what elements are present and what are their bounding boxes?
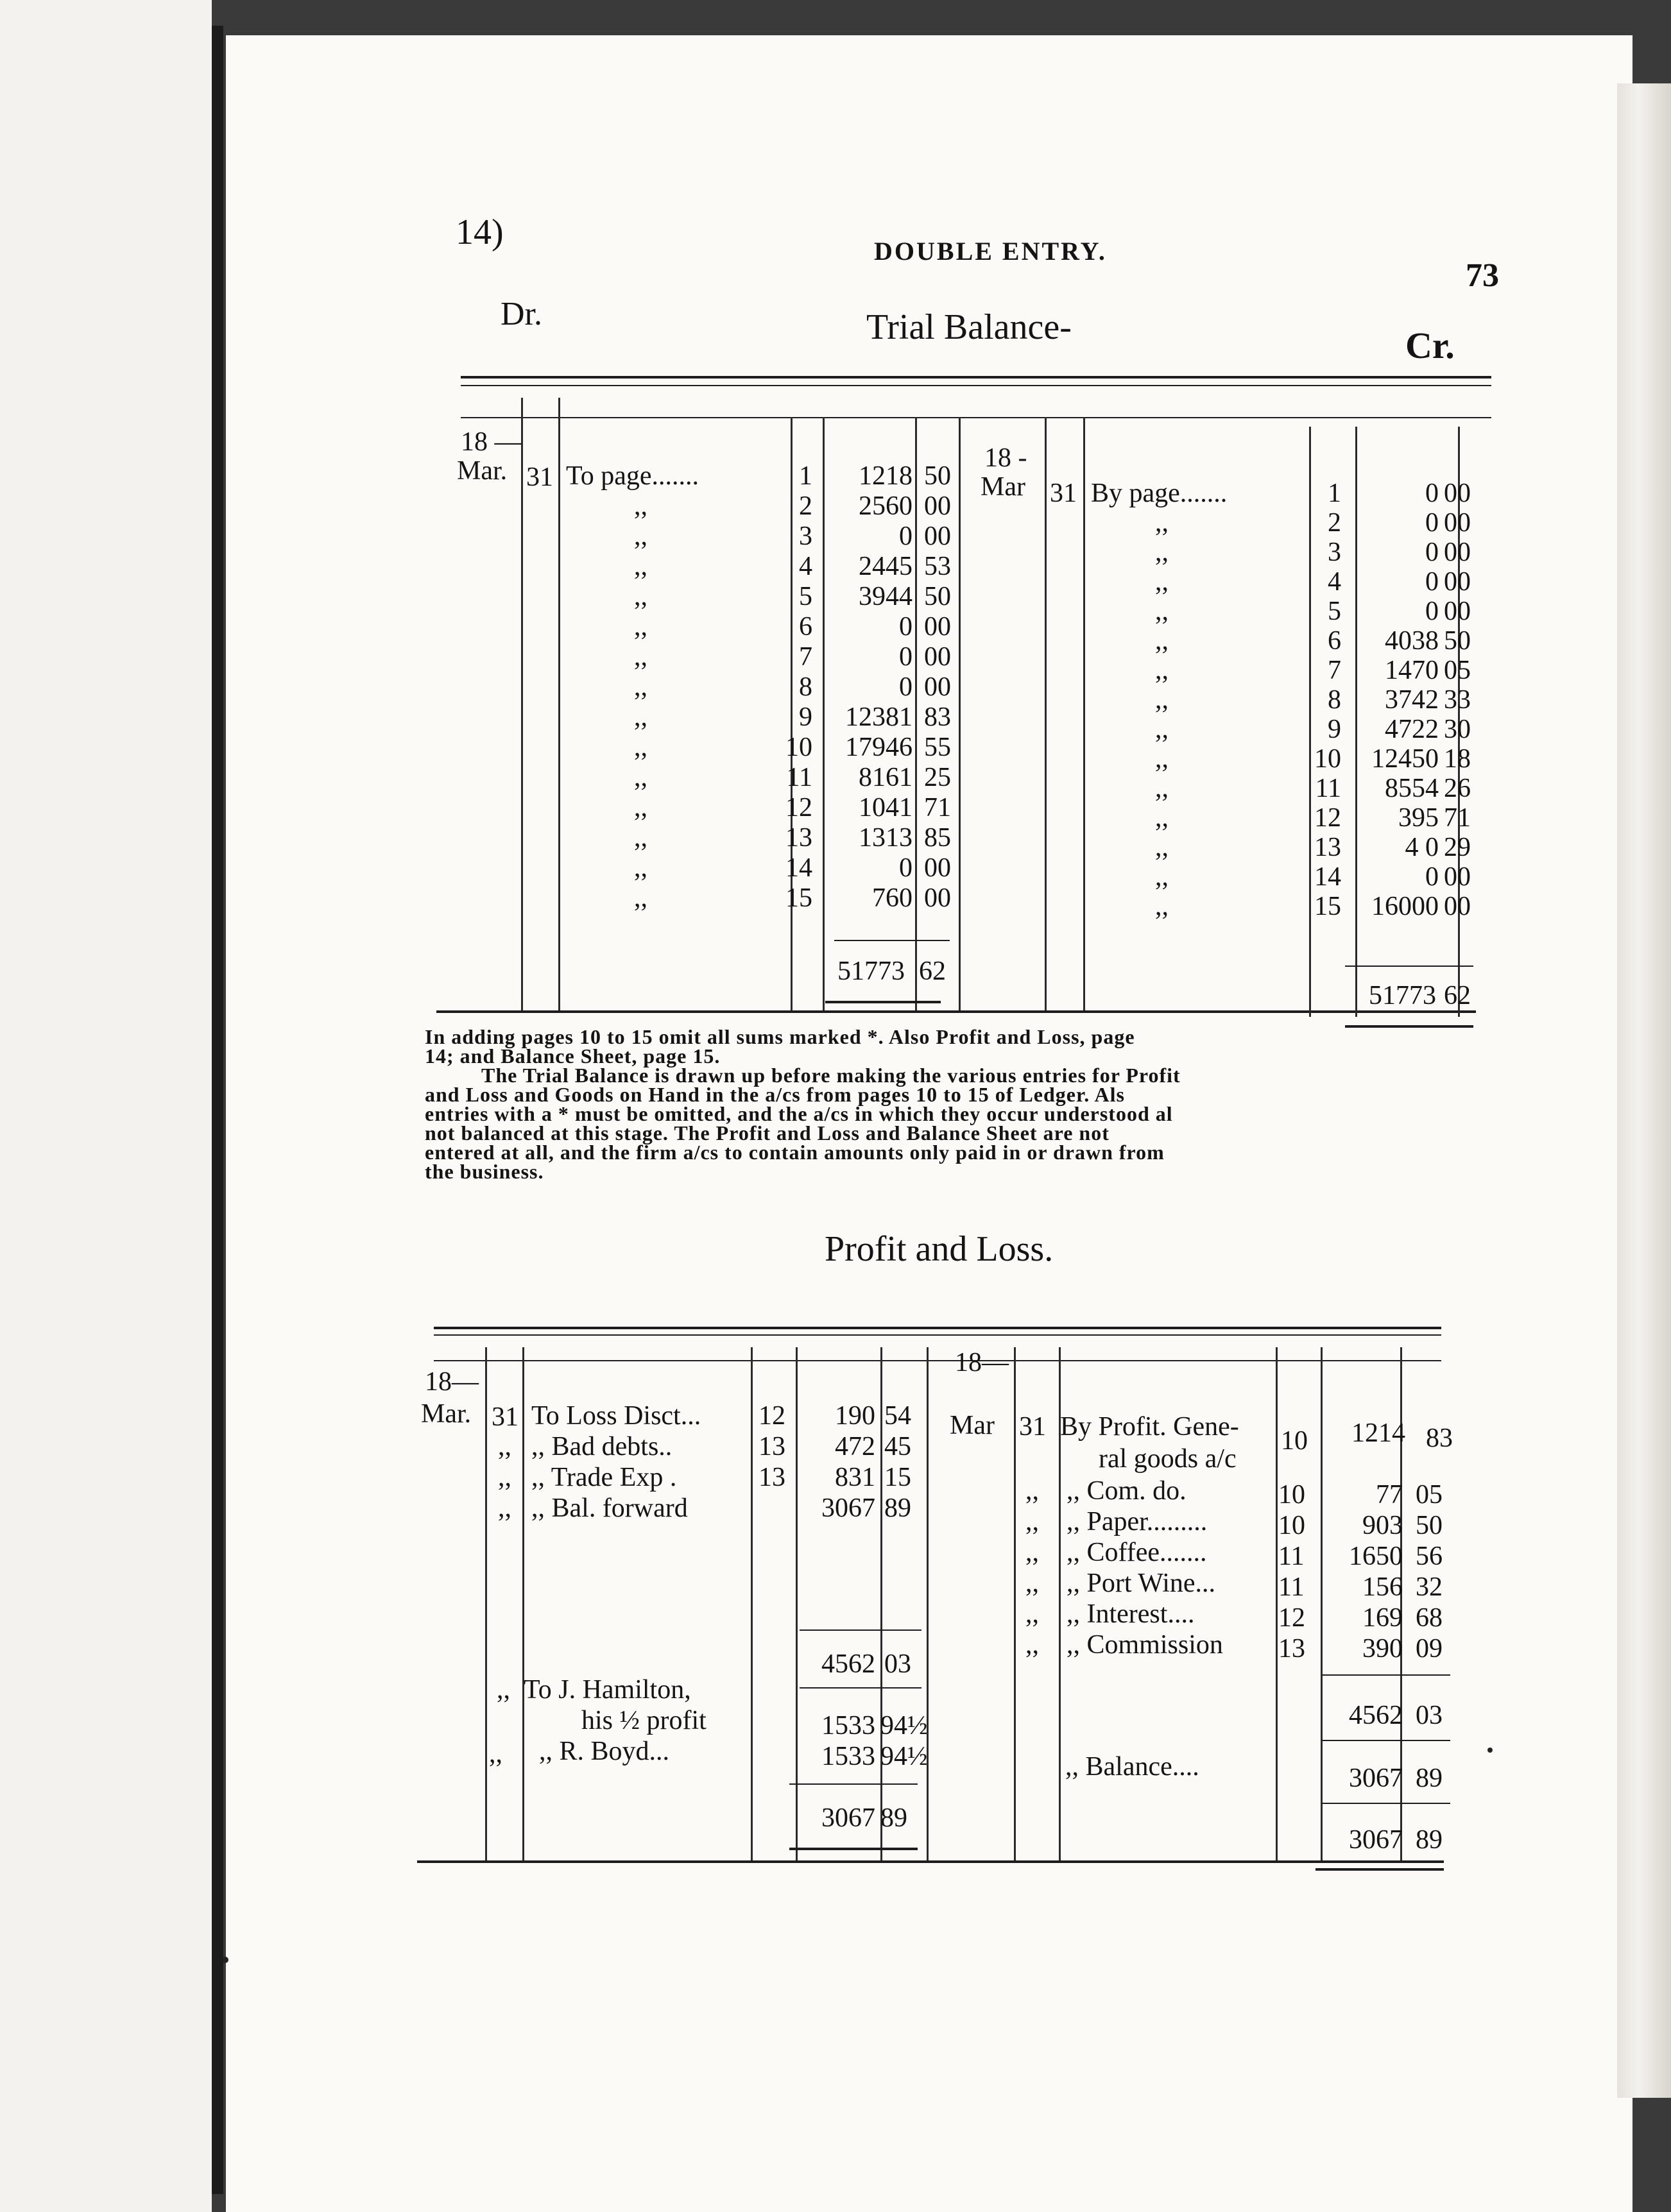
cr-amount-cents: 00 xyxy=(1444,862,1471,892)
ditto-mark: ,, xyxy=(1155,833,1169,862)
pl-col-line xyxy=(485,1347,487,1860)
ditto-mark: ,, xyxy=(1025,1569,1039,1598)
dr-page-number: 4 xyxy=(799,552,812,581)
cr-year: 18 - xyxy=(984,443,1027,473)
pl-cr-first-dollars: 1214 xyxy=(1351,1418,1405,1448)
dr-sum-rule xyxy=(834,940,950,941)
dr-page-number: 13 xyxy=(785,823,812,853)
trial-top-rule-2 xyxy=(461,385,1491,386)
trial-col-line xyxy=(959,417,961,1010)
ditto-mark: ,, xyxy=(1155,685,1169,715)
note-line: entered at all, and the firm a/cs to contain amounts only paid in or drawn from xyxy=(425,1141,1165,1164)
cr-amount-dollars: 8554 xyxy=(1385,774,1439,803)
pl-cr-item: ,, Port Wine... xyxy=(1067,1569,1216,1598)
hamilton-ditto: ,, xyxy=(497,1675,510,1705)
pl-cr-day: 31 xyxy=(1019,1412,1046,1442)
hamilton-dollars: 1533 xyxy=(821,1711,875,1740)
dr-amount-cents: 25 xyxy=(924,763,951,792)
trial-col-line xyxy=(521,398,523,1010)
ditto-mark: ,, xyxy=(1155,538,1169,567)
pl-cr-total-rule-2 xyxy=(1315,1868,1444,1871)
dr-amount-cents: 00 xyxy=(924,642,951,672)
cr-page-number: 3 xyxy=(1328,538,1341,567)
trial-col-line xyxy=(1083,417,1085,1010)
pl-dr-total-rule xyxy=(789,1783,918,1785)
pl-dr-cents: 89 xyxy=(884,1493,911,1523)
pl-cr-folio: 12 xyxy=(1278,1603,1305,1633)
cr-amount-dollars: 0 xyxy=(1425,862,1439,892)
pl-cr-item: ,, Commission xyxy=(1067,1630,1223,1660)
cr-amount-cents: 18 xyxy=(1444,744,1471,774)
ditto-mark: ,, xyxy=(1155,508,1169,538)
pl-dr-month: Mar. xyxy=(421,1399,472,1429)
ditto-mark: ,, xyxy=(1155,892,1169,921)
cr-amount-cents: 00 xyxy=(1444,479,1471,508)
pl-dr-total-cents: 89 xyxy=(880,1803,907,1833)
ditto-mark: ,, xyxy=(634,522,647,551)
pl-dr-dollars: 831 xyxy=(835,1463,875,1492)
trial-col-line xyxy=(1045,417,1047,1010)
pl-cr-total-cents: 89 xyxy=(1416,1825,1443,1855)
pl-cr-item: ,, Com. do. xyxy=(1067,1476,1187,1506)
dr-page-number: 6 xyxy=(799,612,812,642)
page-edge-stack xyxy=(1617,83,1671,2098)
cr-page-number: 1 xyxy=(1328,479,1341,508)
left-page xyxy=(0,0,212,2212)
hamilton-cents: 94½ xyxy=(880,1711,928,1740)
ditto-mark: ,, xyxy=(634,672,647,702)
dr-page-number: 3 xyxy=(799,522,812,551)
cr-amount-cents: 33 xyxy=(1444,685,1471,715)
cr-amount-dollars: 4722 xyxy=(1385,715,1439,744)
dr-page-number: 12 xyxy=(785,793,812,822)
pl-cr-subtotal-dollars: 4562 xyxy=(1349,1701,1403,1730)
pl-dr-cents: 15 xyxy=(884,1463,911,1492)
boyd-text: ,, R. Boyd... xyxy=(539,1737,670,1766)
dr-page-number: 10 xyxy=(785,733,812,762)
dr-amount-dollars: 0 xyxy=(899,522,913,551)
cr-page-number: 4 xyxy=(1328,567,1341,597)
pl-cr-dollars: 169 xyxy=(1362,1603,1403,1633)
section-number: 14) xyxy=(456,212,504,252)
dr-amount-dollars: 8161 xyxy=(859,763,913,792)
cr-amount-dollars: 4038 xyxy=(1385,626,1439,656)
pl-dr-item: ,, Bad debts.. xyxy=(531,1432,673,1461)
ditto-mark: ,, xyxy=(1155,744,1169,774)
pl-balance-dollars: 3067 xyxy=(1349,1764,1403,1793)
profit-loss-title: Profit and Loss. xyxy=(825,1229,1054,1269)
dr-page-number: 2 xyxy=(799,491,812,521)
cr-amount-dollars: 1470 xyxy=(1385,656,1439,685)
pl-dr-item: ,, Bal. forward xyxy=(531,1493,688,1523)
cr-amount-dollars: 12450 xyxy=(1371,744,1439,774)
note-line: and Loss and Goods on Hand in the a/cs from pages 10 to 15 of Ledger. Als xyxy=(425,1083,1125,1106)
ditto-mark: ,, xyxy=(634,733,647,762)
ditto-mark: ,, xyxy=(634,702,647,732)
dr-amount-cents: 55 xyxy=(924,733,951,762)
hamilton-line1: To J. Hamilton, xyxy=(524,1675,691,1705)
cr-page-number: 11 xyxy=(1315,774,1341,803)
pl-cr-folio: 11 xyxy=(1278,1572,1305,1602)
note-line: 14; and Balance Sheet, page 15. xyxy=(425,1044,721,1068)
ditto-mark: ,, xyxy=(1025,1630,1039,1660)
pl-dr-cents: 45 xyxy=(884,1432,911,1461)
dr-amount-dollars: 2445 xyxy=(859,552,913,581)
ditto-mark: ,, xyxy=(634,552,647,581)
pl-cr-item: ,, Interest.... xyxy=(1067,1599,1195,1629)
cr-page-number: 10 xyxy=(1314,744,1341,774)
cr-page-number: 6 xyxy=(1328,626,1341,656)
pl-cr-first-line1: By Profit. Gene- xyxy=(1060,1412,1239,1442)
trial-col-line xyxy=(915,417,917,1010)
pl-col-line xyxy=(927,1347,929,1860)
ditto-mark: ,, xyxy=(634,793,647,822)
hamilton-line2: his ½ profit xyxy=(581,1706,707,1735)
dr-amount-cents: 53 xyxy=(924,552,951,581)
pl-col-line xyxy=(1014,1347,1016,1860)
dr-amount-cents: 71 xyxy=(924,793,951,822)
ditto-mark: ,, xyxy=(1025,1476,1039,1506)
cr-page-number: 13 xyxy=(1314,833,1341,862)
cr-total-rule xyxy=(1345,1025,1473,1028)
dr-amount-dollars: 0 xyxy=(899,612,913,642)
cr-amount-cents: 00 xyxy=(1444,597,1471,626)
ditto-mark: ,, xyxy=(498,1463,511,1492)
ditto-mark: ,, xyxy=(634,853,647,883)
note-line: the business. xyxy=(425,1160,544,1183)
pl-dr-day: 31 xyxy=(492,1402,518,1432)
running-title: DOUBLE ENTRY. xyxy=(874,237,1107,266)
dr-amount-dollars: 0 xyxy=(899,672,913,702)
trial-top-rule xyxy=(461,376,1491,379)
dr-amount-dollars: 0 xyxy=(899,853,913,883)
dr-amount-dollars: 17946 xyxy=(845,733,913,762)
cr-page-number: 7 xyxy=(1328,656,1341,685)
pl-cr-first-folio: 10 xyxy=(1281,1426,1308,1456)
dr-page-number: 5 xyxy=(799,582,812,611)
dr-amount-cents: 00 xyxy=(924,883,951,913)
dr-amount-cents: 50 xyxy=(924,582,951,611)
dr-page-number: 7 xyxy=(799,642,812,672)
dr-first-text: To page....... xyxy=(566,461,699,491)
pl-col-line xyxy=(751,1347,753,1860)
pl-cr-item: ,, Coffee....... xyxy=(1067,1538,1207,1567)
pl-dr-folio: 13 xyxy=(758,1463,785,1492)
pl-dr-dollars: 3067 xyxy=(821,1493,875,1523)
cr-month: Mar xyxy=(981,472,1025,502)
dr-amount-dollars: 1218 xyxy=(859,461,913,491)
ditto-mark: ,, xyxy=(1155,597,1169,626)
pl-dr-subtotal-dollars: 4562 xyxy=(821,1649,875,1679)
dr-page-number: 9 xyxy=(799,702,812,732)
trial-header-rule xyxy=(461,417,1491,418)
ditto-mark: ,, xyxy=(1155,715,1169,744)
cr-page-number: 8 xyxy=(1328,685,1341,715)
dr-amount-dollars: 2560 xyxy=(859,491,913,521)
ditto-mark: ,, xyxy=(634,763,647,792)
page-number: 73 xyxy=(1466,257,1499,294)
dr-day: 31 xyxy=(526,463,553,492)
dr-amount-cents: 00 xyxy=(924,853,951,883)
pl-dr-dollars: 190 xyxy=(835,1401,875,1431)
ditto-mark: ,, xyxy=(1025,1538,1039,1567)
cr-page-number: 12 xyxy=(1314,803,1341,833)
cr-amount-cents: 29 xyxy=(1444,833,1471,862)
pl-dr-year: 18— xyxy=(425,1367,479,1397)
pl-dr-subtotal-rule xyxy=(800,1629,921,1631)
pl-cr-subtotal-cents: 03 xyxy=(1416,1701,1443,1730)
dr-amount-cents: 83 xyxy=(924,702,951,732)
dr-amount-dollars: 0 xyxy=(899,642,913,672)
dr-page-number: 14 xyxy=(785,853,812,883)
dr-page-number: 15 xyxy=(785,883,812,913)
ditto-mark: ,, xyxy=(1155,567,1169,597)
dr-total-rule xyxy=(825,1001,941,1003)
pl-dr-subtotal-cents: 03 xyxy=(884,1649,911,1679)
pl-cr-folio: 13 xyxy=(1278,1634,1305,1663)
ditto-mark: ,, xyxy=(1155,656,1169,685)
cr-amount-dollars: 3742 xyxy=(1385,685,1439,715)
pl-top-rule-2 xyxy=(434,1334,1441,1336)
dr-amount-cents: 00 xyxy=(924,491,951,521)
note-line: The Trial Balance is drawn up before making the various entries for Profit xyxy=(481,1064,1181,1087)
ditto-mark: ,, xyxy=(634,582,647,611)
cr-amount-dollars: 395 xyxy=(1398,803,1439,833)
cr-amount-dollars: 0 xyxy=(1425,479,1439,508)
dr-total-cents: 62 xyxy=(919,957,946,986)
pl-cr-dollars: 1650 xyxy=(1349,1542,1403,1571)
cr-total-cents: 62 xyxy=(1444,981,1471,1010)
cr-page-number: 2 xyxy=(1328,508,1341,538)
ditto-mark: ,, xyxy=(1155,862,1169,892)
pl-col-line xyxy=(1276,1347,1278,1860)
dr-year: 18 — xyxy=(461,427,522,457)
ditto-mark: ,, xyxy=(1025,1507,1039,1536)
cr-page-number: 5 xyxy=(1328,597,1341,626)
ditto-mark: ,, xyxy=(1155,803,1169,833)
book-gutter xyxy=(212,26,223,2194)
cr-amount-cents: 00 xyxy=(1444,892,1471,921)
ink-speck-icon xyxy=(222,1957,228,1963)
ink-speck-icon xyxy=(1487,1748,1493,1753)
dr-amount-dollars: 3944 xyxy=(859,582,913,611)
dr-amount-dollars: 1313 xyxy=(859,823,913,853)
pl-balance-cents: 89 xyxy=(1416,1764,1443,1793)
pl-bottom-rule xyxy=(417,1860,1444,1863)
dr-amount-cents: 50 xyxy=(924,461,951,491)
pl-cr-total-dollars: 3067 xyxy=(1349,1825,1403,1855)
cr-page-number: 14 xyxy=(1314,862,1341,892)
cr-amount-cents: 71 xyxy=(1444,803,1471,833)
cr-amount-dollars: 16000 xyxy=(1371,892,1439,921)
dr-amount-dollars: 1041 xyxy=(859,793,913,822)
dr-amount-cents: 00 xyxy=(924,612,951,642)
pl-dr-cents: 54 xyxy=(884,1401,911,1431)
cr-amount-dollars: 0 xyxy=(1425,538,1439,567)
boyd-dollars: 1533 xyxy=(821,1742,875,1771)
pl-cr-dollars: 903 xyxy=(1362,1511,1403,1540)
cr-amount-cents: 30 xyxy=(1444,715,1471,744)
cr-amount-cents: 50 xyxy=(1444,626,1471,656)
dr-month: Mar. xyxy=(457,456,508,486)
cr-amount-dollars: 0 xyxy=(1425,508,1439,538)
pl-cr-dollars: 156 xyxy=(1362,1572,1403,1602)
ditto-mark: ,, xyxy=(498,1493,511,1523)
trial-col-line xyxy=(823,417,825,1010)
cr-day: 31 xyxy=(1050,479,1077,508)
pl-cr-first-cents: 83 xyxy=(1426,1424,1453,1453)
ditto-mark: ,, xyxy=(634,823,647,853)
pl-cr-folio: 10 xyxy=(1278,1511,1305,1540)
cr-page-number: 15 xyxy=(1314,892,1341,921)
pl-col-line xyxy=(522,1347,524,1860)
dr-label: Dr. xyxy=(501,296,542,332)
pl-dr-item: To Loss Disct... xyxy=(531,1401,701,1431)
cr-amount-dollars: 4 0 xyxy=(1405,833,1439,862)
cr-first-text: By page....... xyxy=(1091,479,1228,508)
cr-amount-cents: 00 xyxy=(1444,508,1471,538)
pl-dr-total-dollars: 3067 xyxy=(821,1803,875,1833)
pl-cr-subtotal-rule-2 xyxy=(1322,1740,1450,1741)
pl-top-rule xyxy=(434,1327,1441,1329)
dr-amount-cents: 00 xyxy=(924,522,951,551)
pl-dr-folio: 12 xyxy=(758,1401,785,1431)
pl-balance-text: ,, Balance.... xyxy=(1065,1752,1199,1782)
note-line: not balanced at this stage. The Profit and Loss and Balance Sheet are not xyxy=(425,1121,1110,1144)
dr-page-number: 8 xyxy=(799,672,812,702)
trial-col-line xyxy=(558,398,560,1010)
pl-dr-subtotal-rule-2 xyxy=(800,1687,921,1689)
dr-amount-dollars: 12381 xyxy=(845,702,913,732)
trial-balance-title: Trial Balance- xyxy=(866,307,1072,347)
pl-cr-cents: 56 xyxy=(1416,1542,1443,1571)
cr-amount-cents: 00 xyxy=(1444,538,1471,567)
ditto-mark: ,, xyxy=(634,491,647,521)
pl-cr-cents: 50 xyxy=(1416,1511,1443,1540)
dr-amount-dollars: 760 xyxy=(872,883,913,913)
ditto-mark: ,, xyxy=(634,642,647,672)
cr-amount-dollars: 0 xyxy=(1425,567,1439,597)
ditto-mark: ,, xyxy=(498,1432,511,1461)
pl-cr-first-line2: ral goods a/c xyxy=(1099,1444,1237,1474)
pl-cr-year: 18— xyxy=(955,1348,1009,1377)
pl-cr-subtotal-rule xyxy=(1322,1674,1450,1676)
pl-dr-dollars: 472 xyxy=(835,1432,875,1461)
pl-cr-cents: 68 xyxy=(1416,1603,1443,1633)
pl-cr-folio: 11 xyxy=(1278,1542,1305,1571)
note-line: entries with a * must be omitted, and the a/cs in which they occur understood al xyxy=(425,1102,1173,1125)
cr-amount-dollars: 0 xyxy=(1425,597,1439,626)
pl-cr-total-rule xyxy=(1322,1803,1450,1804)
ditto-mark: ,, xyxy=(1155,774,1169,803)
cr-page-number: 9 xyxy=(1328,715,1341,744)
dr-total-dollars: 51773 xyxy=(837,957,905,986)
dr-amount-cents: 85 xyxy=(924,823,951,853)
boyd-cents: 94½ xyxy=(880,1742,928,1771)
cr-label: Cr. xyxy=(1405,325,1455,366)
dr-page-number: 1 xyxy=(799,461,812,491)
dr-page-number: 11 xyxy=(786,763,812,792)
cr-sum-rule xyxy=(1345,966,1473,967)
pl-cr-cents: 05 xyxy=(1416,1480,1443,1510)
pl-cr-dollars: 77 xyxy=(1376,1480,1403,1510)
pl-cr-folio: 10 xyxy=(1278,1480,1305,1510)
pl-cr-cents: 32 xyxy=(1416,1572,1443,1602)
pl-cr-item: ,, Paper......... xyxy=(1067,1507,1208,1536)
pl-dr-total-rule-2 xyxy=(789,1848,918,1850)
note-line: In adding pages 10 to 15 omit all sums marked *. Also Profit and Loss, page xyxy=(425,1025,1135,1048)
ditto-mark: ,, xyxy=(634,883,647,913)
pl-header-rule xyxy=(434,1360,1441,1361)
pl-dr-item: ,, Trade Exp . xyxy=(531,1463,677,1492)
pl-cr-dollars: 390 xyxy=(1362,1634,1403,1663)
ditto-mark: ,, xyxy=(1155,626,1169,656)
ditto-mark: ,, xyxy=(1025,1599,1039,1629)
ditto-mark: ,, xyxy=(634,612,647,642)
cr-amount-cents: 00 xyxy=(1444,567,1471,597)
cr-amount-cents: 26 xyxy=(1444,774,1471,803)
pl-cr-month: Mar xyxy=(950,1411,995,1440)
cr-amount-cents: 05 xyxy=(1444,656,1471,685)
trial-bottom-rule xyxy=(436,1010,1476,1013)
dr-amount-cents: 00 xyxy=(924,672,951,702)
boyd-ditto: ,, xyxy=(489,1739,502,1769)
cr-total-dollars: 51773 xyxy=(1369,981,1436,1010)
pl-dr-folio: 13 xyxy=(758,1432,785,1461)
pl-cr-cents: 09 xyxy=(1416,1634,1443,1663)
